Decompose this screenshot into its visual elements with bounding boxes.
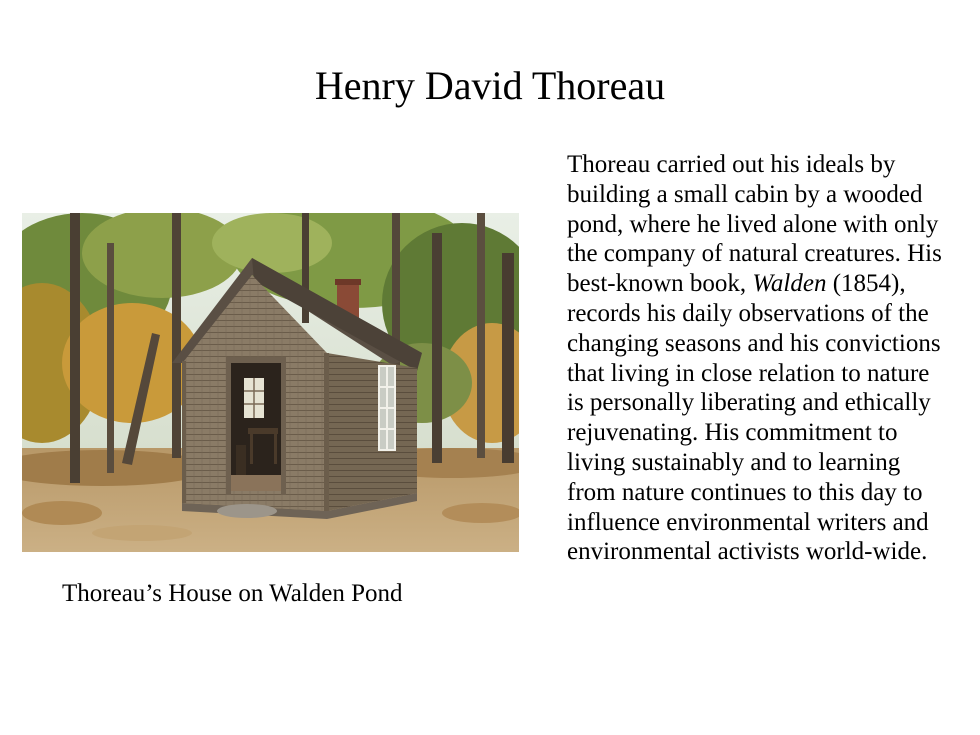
image-caption: Thoreau’s House on Walden Pond	[62, 580, 403, 607]
cabin-photo-illustration	[22, 213, 519, 552]
body-paragraph	[567, 150, 947, 567]
slide-title: Henry David Thoreau	[314, 63, 666, 108]
paragraph-text-start: Thoreau carried out his ideals by building a small cabin by a wooded pond, where he lived alone with only the company of natural creatures. His best-known book,	[567, 151, 942, 298]
book-title: Walden	[752, 270, 827, 298]
cabin-photo	[22, 213, 519, 552]
paragraph-text-end: (1854), records his daily observations of the changing seasons and his convictions that living in close relation to nature is personally liberating and ethically rejuvenating. His commitment to living sustainably and to learning from nature continues to this day to influence environmental writers and environmental activists world-wide.	[567, 270, 941, 566]
